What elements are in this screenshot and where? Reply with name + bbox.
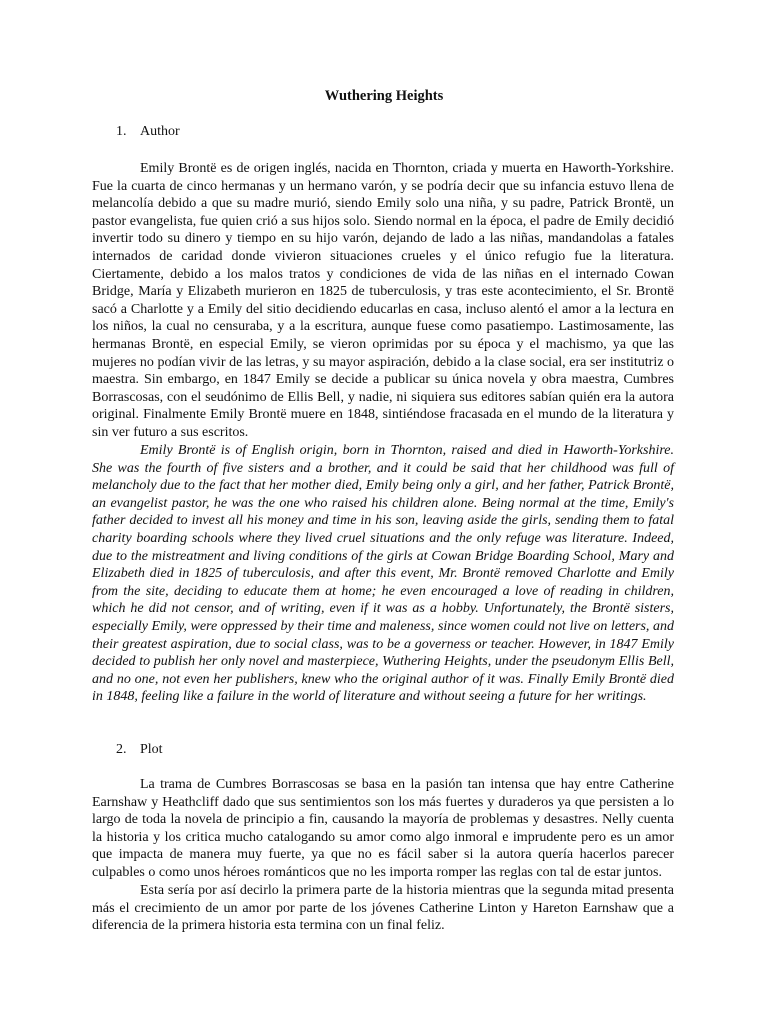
section-heading-author [116, 124, 180, 140]
section-number: 2. [116, 742, 127, 757]
plot-paragraph-2: Esta sería por así decirlo la primera parte de la historia mientras que la segunda mitad presenta más el crecimiento de un amor por parte de los jóvenes Catherine Linton y Hareton Earnshaw que a diferencia de la primera historia esta termina con un final feliz. [92, 883, 674, 934]
section-number: 1. [116, 124, 127, 139]
author-paragraph-spanish: Emily Brontë es de origen inglés, nacida en Thornton, criada y muerta en Haworth-Yorkshire. Fue la cuarta de cinco hermanas y un hermano varón, y se podría decir que su infancia estuvo llena de melancolía debido a que su madre murió, siendo Emily solo una niña, y su padre, Patrick Brontë, un pastor evangelista, fue quien crió a sus hijos solo. Siendo normal en la época, el padre de Emily decidió invertir todo su dinero y tiempo en su hijo varón, dejando de lado a las niñas, mandandolas a fatales internados de caridad donde vivieron situaciones crueles y el único refugio fue la literatura. Ciertamente, debido a los malos tratos y condiciones de vida de las niñas en el internado Cowan Bridge, María y Elizabeth murieron en 1825 de tuberculosis, y tras este acontecimiento, el Sr. Brontë sacó a Charlotte y a Emily del sitio decidiendo educarlas en casa, incluso alentó el amor a la lectura en los niños, la cual no censuraba, y a la escritura, aunque fuese como pasatiempo. Lastimosamente, las hermanas Brontë, en especial Emily, se vieron oprimidas por su época y el machismo, ya que las mujeres no podían vivir de las letras, y su mayor aspiración, debido a la clase social, era ser institutriz o maestra. Sin embargo, en 1847 Emily se decide a publicar su única novela y obra maestra, Cumbres Borrascosas, con el seudónimo de Ellis Bell, y nadie, ni siquiera sus editores sabían quién era la autora original. Finalmente Emily Brontë muere en 1848, sintiéndose fracasada en el mundo de la literatura y sin ver futuro a sus escritos. [92, 161, 674, 440]
document-title: Wuthering Heights [324, 88, 444, 104]
author-paragraph-english: Emily Brontë is of English origin, born in Thornton, raised and died in Haworth-Yorkshire. She was the fourth of five sisters and a brother, and it could be said that her childhood was full of melancholy due to the fact that her mother died, Emily being only a girl, and her father, Patrick Brontë, an evangelist pastor, he was the one who raised his children alone. Being normal at the time, Emily's father decided to invest all his money and time in his son, leaving aside the girls, sending them to fatal charity boarding schools where they lived cruel situations and the only refuge was literature. Indeed, due to the mistreatment and living conditions of the girls at Cowan Bridge Boarding School, Mary and Elizabeth died in 1825 of tuberculosis, and after this event, Mr. Brontë removed Charlotte and Emily from the site, deciding to educate them at home; he even encouraged a love of reading in children, which he did not censor, and of writing, even if it was as a hobby. Unfortunately, the Brontë sisters, especially Emily, were oppressed by their time and maleness, since women could not live on letters, and their greatest aspiration, due to social class, was to be a governess or teacher. However, in 1847 Emily decided to publish her only novel and masterpiece, Wuthering Heights, under the pseudonym Ellis Bell, and no one, not even her publishers, knew who the original author of it was. Finally Emily Brontë died in 1848, feeling like a failure in the world of literature and without seeing a future for her writings. [92, 443, 674, 705]
plot-paragraph-1: La trama de Cumbres Borrascosas se basa en la pasión tan intensa que hay entre Catherine Earnshaw y Heathcliff dado que sus sentimientos son los más fuertes y duraderos ya que persisten a lo largo de toda la novela de principio a fin, causando la mayoría de problemas y desastres. Nelly cuenta la historia y los critica mucho catalogando su amor como algo inmoral e imprudente pero es un amor que impacta de manera muy fuerte, ya que no es fácil saber si la autora quería hacerlos parecer culpables o como unos héroes románticos que no les importa romper las reglas con tal de estar juntos. [92, 777, 674, 880]
section-title: Plot [140, 742, 163, 757]
section-title: Author [140, 124, 180, 139]
section-heading-plot [116, 742, 163, 758]
